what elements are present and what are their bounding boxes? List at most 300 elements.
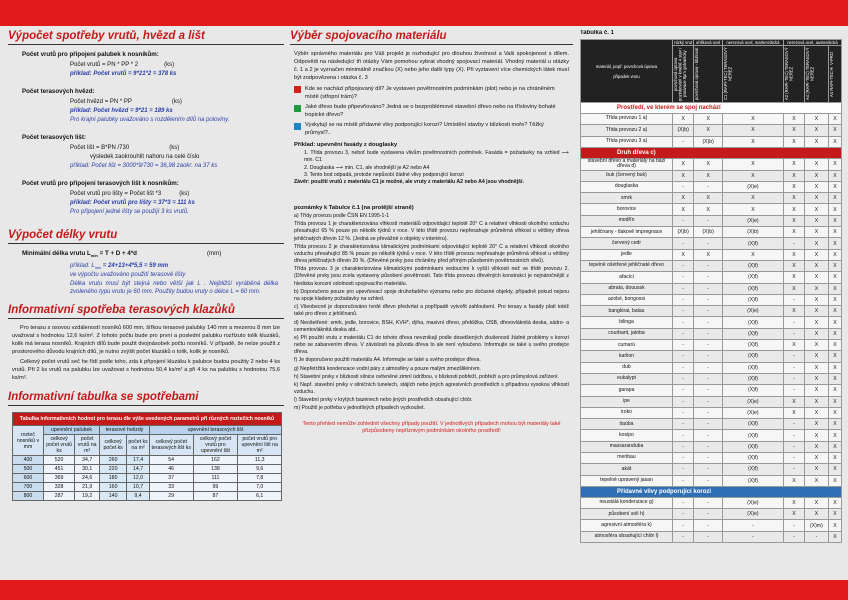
table-cell: -	[694, 373, 723, 384]
intro-text: Výběr správného materiálu pro Váš projekt je rozhodující pro dlouhou životnost a Vaši spokojenost s dílem. Odpovědi na následující tři otázky Vám pomohou vybrat vhodný spojovací materiál. Vhodný materiál u otázky č. 1 a 2 je vyznačen minimálně značkou (X) nebo jeho další typy (X). Při vyztavení více chemických látek musí být zodpovězena i otázka č. 3	[294, 51, 569, 82]
row-label: agresivní atmosféra k)	[581, 520, 673, 531]
table-cell: -	[783, 430, 804, 441]
unit: (ks)	[164, 62, 175, 69]
table-cell: X	[828, 531, 841, 542]
table-cell: -	[673, 464, 694, 475]
column-middle	[290, 30, 573, 578]
table-cell: X	[694, 158, 723, 170]
table-cell: -	[694, 328, 723, 339]
formula-length	[22, 250, 284, 258]
table-row	[581, 531, 842, 542]
note-item: h) Stavební prvky v blízkosti silnice ovlivněné zimní údržbou, v blízkosti pobřeží, pobřeží a pro průmyslová zařízení.	[294, 373, 559, 380]
section-label: Prostředí, ve kterém se spoj nachází	[581, 103, 842, 114]
table-cell: 34,7	[75, 456, 100, 465]
table-cell: -	[673, 419, 694, 430]
formula-text: = T + D + 4*d	[97, 250, 137, 258]
table-cell: -	[783, 317, 804, 328]
row-label: červený cedr	[581, 238, 673, 249]
table-cell: -	[694, 317, 723, 328]
table-cell: 160	[100, 483, 127, 492]
row-label: jehličnany - tlakově impregnace	[581, 227, 673, 238]
table-cell: X	[805, 204, 829, 215]
table-cell: X	[828, 328, 841, 339]
table-cell: X	[805, 215, 829, 226]
table-cell: X	[722, 170, 783, 181]
table-cell: -	[694, 497, 723, 508]
table-cell: X	[828, 136, 841, 147]
note-item: e) Při použití vrutu z materiálu C1 do tohoto dřeva nevznikají podle dosetšených zkušeností žádné problémy s korozí nebo se zabarvením dřeva. V závislosti na původu dřeva to ale není vyloučeno. Informujte se také u svého prodejce dřeva.	[294, 334, 569, 356]
formula-text: Počet vrutů pro lišty = Počet lišt *3	[70, 191, 162, 198]
table-cell: -	[673, 317, 694, 328]
table-cell: X	[805, 170, 829, 181]
table-row	[581, 453, 842, 464]
table-cell: X	[828, 114, 841, 125]
note-item: c) Všeobecně je doporučováno tvrdé dřevo předvrtat a popřípadě vytvořit zahloubení. Pro terasy a fasády platí totéž také pro dřevo z jehličnanů.	[294, 304, 569, 318]
col-head: A4 RAPI-TEC® V-PRO	[828, 51, 834, 97]
table-cell: X	[722, 158, 783, 170]
table-cell: -	[694, 509, 723, 520]
table-row	[13, 456, 282, 465]
table-cell: X	[828, 453, 841, 464]
table-cell: 180	[100, 474, 127, 483]
table-cell: -	[694, 464, 723, 475]
table-cell: X	[828, 238, 841, 249]
formula-stars	[70, 98, 284, 107]
row-label: Třída provozu 2 a)	[581, 125, 673, 136]
table-cell: -	[673, 351, 694, 362]
table-row	[13, 492, 282, 501]
table-cell: 328	[43, 483, 74, 492]
col-head: celkový počet ks	[100, 435, 127, 456]
heading-consumption: Výpočet spotřeby vrutů, hvězd a lišt	[8, 30, 284, 45]
table-cell: -	[694, 272, 723, 283]
col-head: celkový počet vrutů pro upevnění lišt	[193, 435, 238, 456]
table-cell: X	[805, 430, 829, 441]
subscript: min	[90, 253, 98, 259]
table-cell: (X)f)	[722, 317, 783, 328]
row-label: kosipo	[581, 430, 673, 441]
question-text: Kde se nachází připojovaný díl? Je vystaven povětrnostním podmínkám (plot) nebo je na chráněném místě (střopní trám)?	[305, 85, 555, 100]
col-head: A4 (RAPI-TEC) TERASOVÝ NEREZ	[805, 47, 815, 101]
formula-text: Počet lišt = B*PN /730	[70, 145, 130, 152]
table-cell: -	[694, 531, 723, 542]
table-cell: X	[783, 170, 804, 181]
table-row	[581, 136, 842, 147]
table-cell: 7,0	[238, 483, 282, 492]
table-cell: X	[783, 340, 804, 351]
table-cell: 140	[100, 492, 127, 501]
table-cell: X	[694, 125, 723, 136]
row-label: tepelně upravený jasan	[581, 475, 673, 486]
table-cell: 111	[193, 474, 238, 483]
table-cell: X	[805, 464, 829, 475]
table-cell: X	[828, 227, 841, 238]
table-cell: -	[673, 283, 694, 294]
table-cell: -	[694, 362, 723, 373]
table-cell: -	[694, 181, 723, 192]
note-item: m) Použití je potřeba v jednotlivých případech vyzkoušet.	[294, 405, 425, 412]
table-cell: 30,1	[75, 465, 100, 474]
table-cell: -	[783, 362, 804, 373]
table-cell: (X)b)	[694, 136, 723, 147]
table-cell: (X)f)	[722, 453, 783, 464]
table-cell: X	[828, 181, 841, 192]
table-cell: X	[828, 317, 841, 328]
sub-screws-deck: Počet vrutů pro připojení palubek k nosníkům:	[22, 51, 159, 59]
table-cell: X	[805, 419, 829, 430]
table-cell: X	[783, 125, 804, 136]
table-cell: X	[805, 114, 829, 125]
table-cell: (X)f)	[722, 464, 783, 475]
table-row	[581, 158, 842, 170]
group-head: nerezová ocel, martenzitická	[722, 40, 783, 46]
table-cell: -	[694, 441, 723, 452]
table-cell: -	[694, 430, 723, 441]
formula-screws	[70, 61, 284, 70]
table-row	[581, 385, 842, 396]
table-cell: 99	[193, 483, 238, 492]
table-cell: X	[828, 283, 841, 294]
row-label: cumarú	[581, 340, 673, 351]
table-cell: -	[673, 430, 694, 441]
table-cell: X	[694, 249, 723, 260]
table-cell: 54	[149, 456, 193, 465]
table-row	[581, 294, 842, 305]
table-cell: X	[673, 249, 694, 260]
notes-list	[294, 213, 569, 412]
table-cell: -	[673, 475, 694, 486]
table-cell: X	[722, 249, 783, 260]
table-cell: -	[694, 306, 723, 317]
green-square-icon	[294, 105, 301, 112]
table-cell: X	[805, 238, 829, 249]
section-label: Druh dřeva c)	[581, 147, 842, 158]
row-label: stavební dřevo a materiály na bázi dřeva d)	[581, 158, 673, 170]
table-cell: X	[805, 136, 829, 147]
table-cell: (X)e)	[722, 509, 783, 520]
col-head: počet vrutů na m²	[75, 435, 100, 456]
table-cell: -	[783, 419, 804, 430]
table-cell: X	[783, 193, 804, 204]
table-cell: -	[694, 238, 723, 249]
table-cell: X	[828, 260, 841, 271]
conclusion: Závěr: použití vrutů z materiálu C1 je možné, ale vruty z materiálu A2 nebo A4 jsou vhodnější.	[294, 178, 524, 185]
example-text: příklad: L	[70, 262, 95, 269]
table-cell: X	[805, 385, 829, 396]
table-cell: X	[722, 125, 783, 136]
table-cell: (X)f)	[722, 475, 783, 486]
table-cell: (X)f)	[722, 328, 783, 339]
example-step: 3. Tento bod odpadá, protože nepůsobí žádné vlivy podporující korozi	[304, 171, 464, 178]
row-label: garapa	[581, 385, 673, 396]
table-cell: (X)m)	[805, 520, 829, 531]
table-cell: X	[828, 419, 841, 430]
table-cell: -	[694, 283, 723, 294]
table-cell: 7,8	[238, 474, 282, 483]
table-cell: -	[783, 238, 804, 249]
table-cell: (X)f)	[722, 430, 783, 441]
col-head: rozteč nosníků v mm	[13, 426, 44, 456]
para-clips-1: Pro terasu s osovou vzdáleností nosníků 600 mm, šířkou terasové palubky 140 mm a mezerou 8 mm lze uvažovat s hodnotou 12,6 ks/m². Z tohoto počtu bude pro první a poslední palubku rozřízuto tolik kluzáků, kolik má terasa nosníků. Krajních dílů bude použit dvojnásobek počtu nosníků. V případě, že nelze použít z prostorového důvodu krajních dílů, je nutno zvýšit počet kluzáků o tolik, kolik je nosníků.	[12, 325, 280, 356]
table-cell: X	[828, 158, 841, 170]
table-cell: X	[805, 294, 829, 305]
table-cell: X	[805, 373, 829, 384]
row-label: modřín	[581, 215, 673, 226]
table-cell: -	[673, 441, 694, 452]
table-cell: 19,2	[75, 492, 100, 501]
table-cell: -	[694, 260, 723, 271]
table-1-title: Tabulka č. 1	[580, 30, 614, 36]
table-row	[581, 204, 842, 215]
table-cell: (X)f)	[722, 419, 783, 430]
table-cell: -	[783, 294, 804, 305]
column-left	[8, 30, 284, 578]
example-step: 1. Třída provozu 3, neboť bude vystavena vlivům povětrnostních podmínek. Fasáda = požadavky na vzhled ⟶ min. C1	[304, 150, 569, 164]
table-row	[581, 181, 842, 192]
table-cell: -	[694, 520, 723, 531]
table-cell: -	[694, 475, 723, 486]
example-strips: příklad: Počet lišt = 3000*9/730 = 36,98 zaokr. na 37 ks	[70, 163, 218, 170]
table-cell: (X)e)	[722, 306, 783, 317]
table-cell: -	[694, 351, 723, 362]
table-row	[581, 317, 842, 328]
table-cell: 369	[43, 474, 74, 483]
sub-stars: Počet terasových hvězd:	[22, 88, 95, 96]
table-cell: 24,6	[75, 474, 100, 483]
table-cell: X	[805, 453, 829, 464]
table-cell: -	[783, 351, 804, 362]
example-length	[70, 262, 284, 271]
table-cell: 87	[193, 492, 238, 501]
table-cell: -	[783, 531, 804, 542]
table-cell: X	[783, 136, 804, 147]
group-head: nízký vrut	[674, 40, 693, 45]
table-cell: X	[783, 272, 804, 283]
table-row	[581, 193, 842, 204]
question-text: Jaké dřevo bude připevňováno? Jedná se o bezproblémové stavební dřevo nebo na třísloviny bohaté tropické dřevo?	[305, 104, 556, 118]
table-cell: (X)e)	[722, 181, 783, 192]
bottom-red-bar	[0, 580, 848, 600]
table-cell: X	[783, 283, 804, 294]
row-label: iroko	[581, 407, 673, 418]
table-cell: (X)f)	[722, 260, 783, 271]
table-cell: (X)f)	[722, 283, 783, 294]
table-cell: 21,9	[75, 483, 100, 492]
table-cell: X	[783, 227, 804, 238]
table-cell: (X)b)	[694, 227, 723, 238]
table-cell: X	[805, 181, 829, 192]
table-cell: X	[694, 170, 723, 181]
table-cell: X	[783, 204, 804, 215]
table-cell: X	[805, 283, 829, 294]
table-cell: X	[673, 204, 694, 215]
table-cell: X	[694, 193, 723, 204]
table-cell: -	[694, 294, 723, 305]
unit: (ks)	[179, 191, 190, 198]
table-row	[581, 249, 842, 260]
group-head: uhlíková ocel	[694, 40, 723, 46]
table-cell: X	[828, 170, 841, 181]
table-cell: X	[828, 204, 841, 215]
note-stars: Pro krajní palubky uvažováno s rozdělením dílů na poloviny.	[70, 117, 230, 124]
group-head: terasové hvězdy	[100, 426, 150, 435]
question-1	[294, 86, 569, 101]
table-cell: -	[673, 294, 694, 305]
table-cell: 600	[13, 474, 44, 483]
table-cell: 46	[149, 465, 193, 474]
table-cell: -	[673, 306, 694, 317]
row-label: bilinga	[581, 317, 673, 328]
row-label: působení soli h)	[581, 509, 673, 520]
unit: (ks)	[171, 99, 182, 106]
table-cell: -	[673, 531, 694, 542]
table-cell: X	[805, 328, 829, 339]
col-head: počet ks na m²	[127, 435, 150, 456]
table-row	[581, 497, 842, 508]
col-head: celkový počet terasových lišt ks	[149, 435, 193, 456]
table-cell: 9,6	[238, 465, 282, 474]
note-item: k) Např. stavební prvky v silničních tunelech, stájích nebo jiných agresivních prostředích s případnou vysokou vlhkostí vzduchu.	[294, 381, 569, 396]
para-clips-2: Celkový počet vrutů seč he řídí podle toho, zda k připojení kluzáku k palubce budou použity 2 nebo 4 ks vrutů. Při 2 ks vrutů na palubku lze uvažovat s hodnotou 50,4 ks/m² a při 4 ks na palubku s hodnotou 75,6 ks/m².	[12, 359, 280, 381]
table-cell: X	[805, 249, 829, 260]
row-label: massaranduba	[581, 441, 673, 452]
table-cell: X	[783, 407, 804, 418]
table-row	[581, 441, 842, 452]
corner-head	[581, 40, 673, 103]
table-cell: -	[694, 407, 723, 418]
table-cell: -	[673, 497, 694, 508]
table-cell: X	[828, 464, 841, 475]
row-label: ipe	[581, 396, 673, 407]
table-cell: 138	[193, 465, 238, 474]
note-item: Třída provozu 2 je charakterizována klimatickými podmínkami odpovídající teplotě 20° C a relativní vlhkosti okolního vzduchu přesahující 85 % pouze po několik týdnů v roce. V této třídě provozu nepřesahuje průměrná vlhkost u většiny dřeva jehličnatých dřevin 20 %. (Dřevěné prvky jsou chráněny před přímým působením povětrnostních vlivů).	[294, 243, 569, 265]
table-cell: -	[673, 509, 694, 520]
table-row	[581, 238, 842, 249]
example-strip-screws: příklad: Počet vrutů pro lišty = 37*3 = 111 ks	[70, 200, 195, 207]
table-cell: (X)f)	[722, 362, 783, 373]
table-cell: 9,4	[127, 492, 150, 501]
table-cell: X	[805, 351, 829, 362]
table-cell: (X)b)	[673, 227, 694, 238]
group-head: nerezová ocel, austenitická	[783, 40, 841, 46]
col-head: A2 (RAPI-TEC) TERASOVÝ NEREZ	[783, 47, 794, 101]
table-row	[581, 227, 842, 238]
table-cell: -	[694, 215, 723, 226]
table-cell: X	[722, 193, 783, 204]
table-cell: -	[722, 520, 783, 531]
table-cell: (X)f)	[722, 272, 783, 283]
table-cell: X	[828, 475, 841, 486]
example-heading: Příklad: upevnění fasády z douglasky	[294, 142, 398, 149]
table-cell: (X)e)	[722, 396, 783, 407]
table-row	[581, 373, 842, 384]
row-label: meribau	[581, 453, 673, 464]
question-2	[294, 104, 569, 119]
table-cell: X	[828, 272, 841, 283]
table-cell: -	[783, 385, 804, 396]
table-cell: (X)b)	[722, 227, 783, 238]
table-cell: (X)e)	[722, 215, 783, 226]
table-cell: X	[805, 475, 829, 486]
table-cell: X	[673, 170, 694, 181]
table-cell: X	[783, 114, 804, 125]
question-text: Vyskytují se na místě přídavné vlivy podporující korozi? Umístění stavby v blízkosti moře? Těžký průmysl?..	[305, 122, 544, 136]
corner-text: materiál, popř. povrchová úprava	[595, 63, 658, 69]
row-label: karlion	[581, 351, 673, 362]
notes-heading: poznámky k Tabulce č.1 (na protější straně)	[294, 205, 414, 212]
top-red-bar	[0, 0, 848, 26]
table-cell: -	[694, 340, 723, 351]
table-cell: -	[673, 396, 694, 407]
row-label: smrk	[581, 193, 673, 204]
table-cell: X	[828, 294, 841, 305]
table-cell: -	[673, 407, 694, 418]
table-cell: -	[783, 441, 804, 452]
col-head: povrchová úprava - kbzlovat	[694, 47, 700, 101]
table-row	[581, 351, 842, 362]
table-cell: X	[828, 351, 841, 362]
table-cell: X	[694, 204, 723, 215]
section-row	[581, 147, 842, 158]
table-cell: (X)f)	[722, 373, 783, 384]
table-cell: X	[828, 125, 841, 136]
table-cell: -	[673, 136, 694, 147]
note-item: g) Nepřetržitá kondenzace vodní páry z atmosféry a pouze malým zmezšlilénívm.	[294, 365, 481, 372]
table-cell: -	[673, 328, 694, 339]
table-cell: X	[828, 396, 841, 407]
table-cell: 10,7	[127, 483, 150, 492]
table-cell: 520	[43, 456, 74, 465]
note-strip-screws: Pro připojení jedné lišty se použijí 3 ks vrutů.	[70, 209, 189, 216]
note-item: Třída provozu 3 je charakterizována klimatickými podmínkami vedoucími k vyšší vlhkosti než ve třídě provozu 2. (Dřevěné prvky jsou zcela vystaveny působení povětrnosti. Tato třída provozu dřevěných konstrukcí je nejnáročnější z hlediska korozní odolnosti spojovacího materiálu.	[294, 266, 569, 287]
table-row	[581, 170, 842, 181]
row-label: itaúba	[581, 419, 673, 430]
heading-material: Výběr spojovacího materiálu	[290, 30, 573, 45]
table-caption: Tabulka informativních hodnot pro terasu dle výše uvedených parametrů při různých roztečích nosníků	[13, 413, 282, 426]
table-cell: 37	[149, 474, 193, 483]
note-item: Třída provozu 1 je charakterizována vlhkostí materiálů odpovídající teplotě 20° C a relativní vlhkosti okolního vzduchu přesahující 65 % pouze po několik týdnů v roce. V této třídě provozu nepřesahuje průměrná vlhkost u většiny dřeva jehličnatých dřevin 12 %. (Jedná se převážně o objekty v interiéru).	[294, 221, 569, 242]
table-cell: (X)b)	[673, 125, 694, 136]
table-cell: 451	[43, 465, 74, 474]
table-cell: X	[828, 215, 841, 226]
table-row	[581, 475, 842, 486]
row-label: afacíci	[581, 272, 673, 283]
unit: (mm)	[206, 250, 222, 258]
table-cell: (X)e)	[722, 407, 783, 418]
table-cell: 500	[13, 465, 44, 474]
table-cell: (X)e)	[722, 497, 783, 508]
row-label: borovice	[581, 204, 673, 215]
question-3	[294, 122, 569, 137]
table-cell: X	[722, 204, 783, 215]
table-cell: -	[783, 520, 804, 531]
table-cell: X	[722, 114, 783, 125]
table-cell: -	[673, 215, 694, 226]
table-cell: X	[828, 520, 841, 531]
table-row	[581, 125, 842, 136]
table-cell: X	[805, 407, 829, 418]
formula-strips	[70, 144, 284, 153]
table-cell: 800	[13, 492, 44, 501]
table-cell: 12,0	[127, 474, 150, 483]
table-cell: X	[783, 306, 804, 317]
table-cell: -	[673, 453, 694, 464]
table-cell: (X)f)	[722, 294, 783, 305]
formula-text: Minimální délka vrutu L	[22, 250, 91, 258]
table-cell: -	[673, 272, 694, 283]
table-cell: X	[673, 114, 694, 125]
table-cell: 220	[100, 465, 127, 474]
